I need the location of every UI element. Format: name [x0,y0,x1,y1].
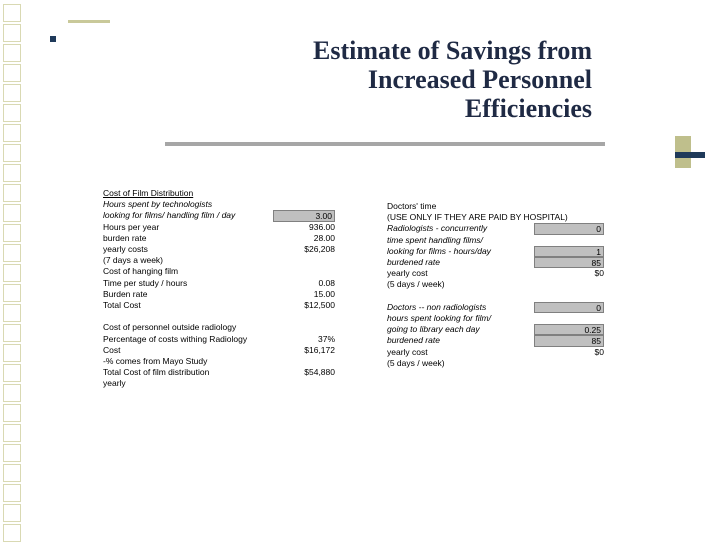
left-row [103,244,335,255]
decorative-square [3,204,21,222]
right-row [387,268,607,279]
decorative-line [68,20,110,23]
left-row-label: burden rate [103,232,147,243]
right-row-value [534,235,604,246]
decorative-square [3,324,21,342]
right-row [387,279,607,290]
right-row-label: (5 days / week) [387,357,445,368]
title-line-3: Efficiencies [464,94,592,123]
left-row [103,188,335,199]
right-row [387,335,607,346]
left-row-value: 37% [317,333,335,344]
left-row-label: Time per study / hours [103,277,188,288]
right-row [387,235,607,246]
right-row [387,212,607,223]
left-row-value [273,266,335,277]
left-row-value [273,322,335,333]
left-row-label: yearly costs [103,244,148,254]
decorative-square [675,136,691,152]
decorative-square [3,384,21,402]
right-input-cell[interactable]: 1 [534,246,604,257]
left-row-value: $12,500 [304,300,335,310]
left-row [103,311,335,322]
left-row [103,278,335,289]
right-row-label: Radiologists - concurrently [387,223,488,234]
left-row-label: Cost of Film Distribution [103,188,194,198]
right-input-cell[interactable]: 85 [534,335,604,346]
left-row-value: 936.00 [309,221,335,232]
bullet-icon [50,36,56,42]
right-row-value [534,279,604,290]
left-row [103,378,335,389]
left-row-label: Hours spent by technologists [103,199,213,210]
decorative-square [3,164,21,182]
left-row-label: Percentage of costs withing Radiology [103,333,248,344]
right-row-label: Doctors' time [387,201,437,211]
right-row-label: going to library each day [387,324,480,335]
left-row-label: Total Cost of film distribution [103,367,210,378]
left-input-cell[interactable]: 3.00 [273,210,335,221]
right-row [387,291,607,302]
decorative-square [3,144,21,162]
decorative-square [3,24,21,42]
left-row-value: $26,208 [304,244,335,254]
left-row-label: Cost of hanging film [103,266,179,277]
decorative-square [3,124,21,142]
left-row [103,367,335,378]
right-row-label: burdened rate [387,257,440,267]
left-row-value: 28.00 [313,232,335,243]
right-row-label: yearly cost [387,346,428,357]
title-line-1: Estimate of Savings from [312,36,592,65]
left-row [103,199,335,210]
right-input-cell[interactable]: 0 [534,302,604,313]
right-row-label: burdened rate [387,335,440,346]
right-row-label: Doctors -- non radiologists [387,301,487,312]
decorative-square [3,224,21,242]
left-row [103,300,335,311]
decorative-square [3,284,21,302]
left-spreadsheet [103,188,335,408]
right-row-label: looking for films - hours/day [387,245,491,256]
right-row [387,358,607,369]
left-row-value [273,311,335,322]
left-row-label: looking for films/ handling film / day [103,210,236,221]
left-row-value: 15.00 [313,288,335,299]
right-input-cell[interactable]: 0 [534,223,604,234]
decorative-square [3,524,21,542]
left-row [103,255,335,266]
right-row-value: $0 [594,268,604,279]
right-input-cell[interactable]: 0.25 [534,324,604,335]
right-row [387,223,607,234]
right-spreadsheet [387,201,607,373]
left-row [103,345,335,356]
decorative-square [3,424,21,442]
right-input-cell[interactable]: 85 [534,257,604,268]
decorative-square [3,344,21,362]
decorative-square [675,158,691,168]
right-row-label: yearly cost [387,268,428,279]
left-row-value: $54,880 [304,367,335,378]
decorative-square [3,504,21,522]
left-row [103,356,335,367]
left-row [103,334,335,345]
left-row-label: Cost [103,344,121,355]
right-row [387,324,607,335]
left-row-value [273,378,335,389]
left-row [103,289,335,300]
right-row [387,347,607,358]
left-row-label: Cost of personnel outside radiology [103,322,237,333]
right-row-value [534,212,604,223]
left-row-label: Burden rate [103,288,148,299]
right-row-value [534,358,604,369]
decorative-squares-column [0,0,50,540]
decorative-square [3,364,21,382]
decorative-square [3,444,21,462]
left-row [103,266,335,277]
left-row-value: $16,172 [304,344,335,355]
right-row [387,246,607,257]
right-row-label: (5 days / week) [387,279,445,290]
decorative-square [3,484,21,502]
left-row-value [273,356,335,367]
right-row [387,313,607,324]
right-row [387,201,607,212]
right-row [387,257,607,268]
decorative-square [3,404,21,422]
decorative-square [3,84,21,102]
title-divider [165,142,605,146]
decorative-square [3,4,21,22]
decorative-square [3,44,21,62]
decorative-square [3,264,21,282]
left-row-label: (7 days a week) [103,255,163,266]
right-row [387,302,607,313]
left-row [103,233,335,244]
decorative-square [3,464,21,482]
decorative-square [3,104,21,122]
right-row-value [534,313,604,324]
slide-title [172,36,592,123]
right-row-value: $0 [594,346,604,357]
left-row [103,322,335,333]
left-row-value [273,255,335,266]
right-row-label: time spent handling films/ [387,234,483,245]
left-row-label: Total Cost [103,300,141,310]
left-row-value [273,199,335,210]
right-row-label: hours spent looking for film/ [387,313,491,323]
left-row-label: Hours per year [103,221,160,232]
right-row-label: (USE ONLY IF THEY ARE PAID BY HOSPITAL) [387,212,568,223]
left-row-label: -% comes from Mayo Study [103,356,208,366]
decorative-square [3,184,21,202]
decorative-square [3,64,21,82]
title-line-2: Increased Personnel [367,65,592,94]
left-row [103,222,335,233]
left-row-value: 0.08 [318,277,335,288]
left-row-label: yearly [103,378,126,389]
decorative-square [3,304,21,322]
right-row-value [534,291,604,302]
left-row-value [273,188,335,199]
right-row-value [534,201,604,212]
decorative-square [3,244,21,262]
left-row [103,210,335,221]
